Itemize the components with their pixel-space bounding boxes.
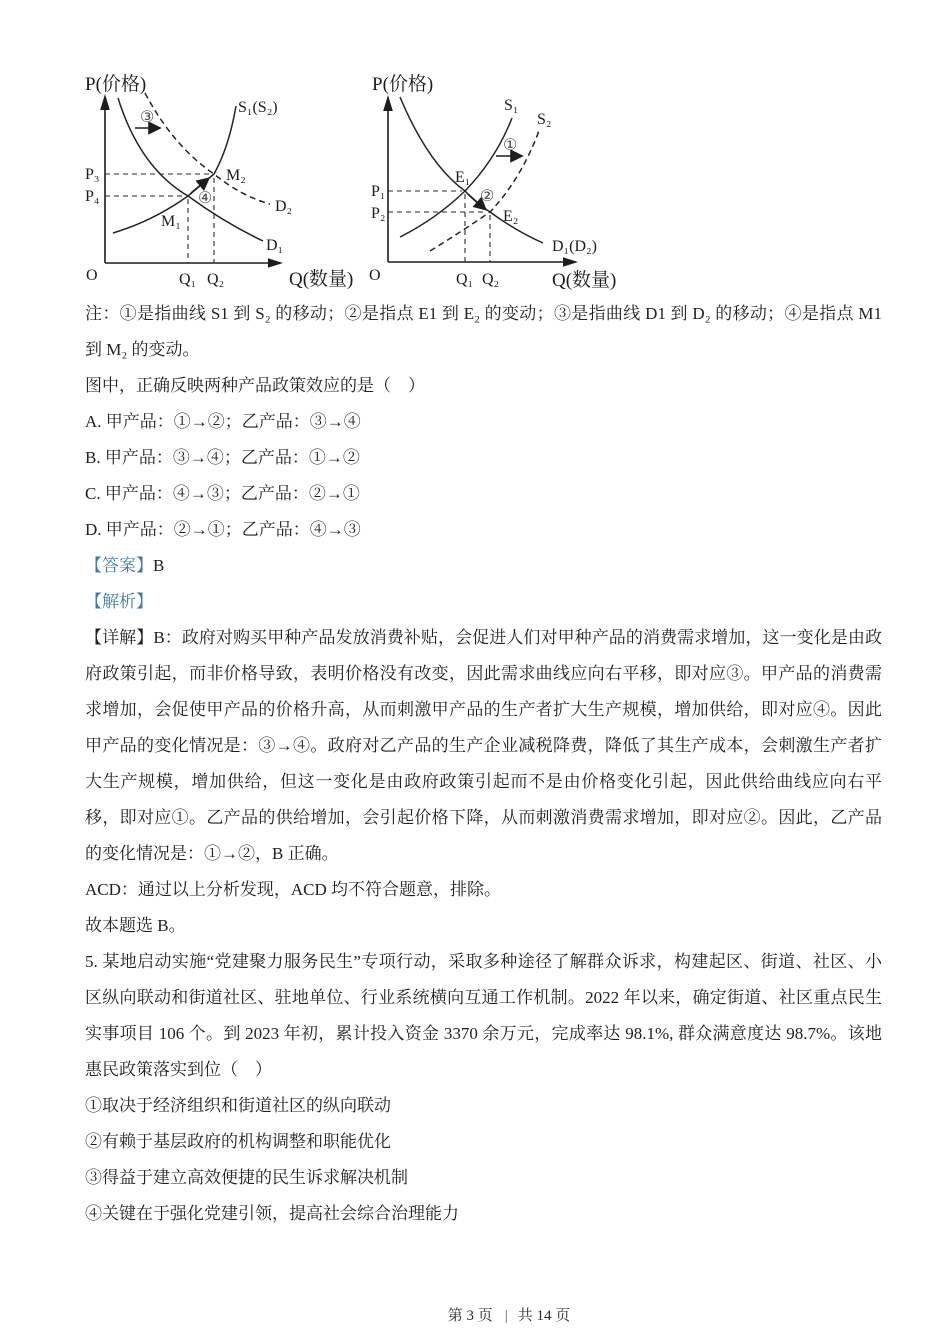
question5-item-3: ③得益于建立高效便捷的民生诉求解决机制 [85,1168,408,1187]
detail-paragraph [85,620,882,872]
question5-item-4: ④关键在于强化党建引领，提高社会综合治理能力 [85,1204,459,1223]
left-d1-label: D₁ [266,237,284,254]
figure-note: 注：①是指曲线 S1 到 S₂ 的移动；②是指点 E1 到 E₂ 的变动；③是指曲线 D1 到 D₂ 的移动；④是指点 M1 到 M₂ 的变动。 [85,304,882,359]
right-e2-label: E₂ [503,208,519,225]
left-q-axis-label: Q(数量) [289,269,354,290]
left-s-label: S₁(S₂) [238,99,278,116]
left-p-axis-label: P(价格) [85,74,147,95]
footer-separator: | [504,1308,508,1324]
current-page: 第 3 页 [447,1308,493,1324]
left-p3-label: P₃ [85,166,100,183]
detail-text: B：政府对购买甲种产品发放消费补贴，会促进人们对甲种产品的消费需求增加，这一变化是由政府政策引起，而非价格导致，表明价格没有改变，因此需求曲线应向右平移，即对应③。甲产品的消费需求增加，会促使甲产品的价格升高，从而刺激甲产品的生产者扩大生产规模，增加供给，即对应④。因此甲产品的变化情况是：③→④。政府对乙产品的生产企业减税降费，降低了其生产成本，会刺激生产者扩大生产规模，增加供给，但这一变化是由政府政策引起而不是由价格变化引起，因此供给曲线应向右平移，即对应①。乙产品的供给增加，会引起价格下降，从而刺激消费需求增加，即对应②。因此，乙产品的变化情况是：①→②，B 正确。 [85,628,883,863]
x-axis-arrowhead [268,258,283,268]
question5-item-2: ②有赖于基层政府的机构调整和职能优化 [85,1132,391,1151]
right-p-axis-label: P(价格) [372,74,434,95]
detail-label: 【详解】 [85,628,154,647]
question5-item-1: ①取决于经济组织和街道社区的纵向联动 [85,1096,391,1115]
x-axis-arrowhead [563,257,578,267]
question4-stem: 图中，正确反映两种产品政策效应的是（ ） [85,376,425,395]
circled-1-marker: ① [503,137,518,154]
option-b: B. 甲产品：③→④；乙产品：①→② [85,448,360,467]
page-number-area [448,1308,571,1324]
right-origin-label: O [369,267,381,284]
left-m2-label: M₂ [226,167,246,184]
left-d2-label: D₂ [275,198,293,215]
supply-demand-figure-right [368,60,638,298]
supply-demand-figure-left [85,60,368,298]
analysis-row [85,584,882,620]
option-c: C. 甲产品：④→③；乙产品：②→① [85,484,360,503]
left-m1-label: M₁ [161,213,181,230]
right-e1-label: E₁ [455,169,471,186]
circled-3-marker: ③ [140,109,155,126]
answer-value: B [153,556,165,575]
option-a: A. 甲产品：①→②；乙产品：③→④ [85,412,361,431]
right-s1-label: S₁ [504,97,519,114]
right-p2-label: P₂ [371,205,386,222]
circled-2-marker: ② [480,188,495,205]
answer-label: 【答案】 [85,556,153,575]
conclusion: 故本题选 B。 [85,916,186,935]
page-footer [0,1302,950,1330]
total-pages: 共 14 页 [517,1308,571,1324]
y-axis-arrowhead [100,94,110,110]
right-d-label: D₁(D₂) [552,238,597,255]
answer-row [85,548,882,584]
option-d: D. 甲产品：②→①；乙产品：④→③ [85,520,361,539]
y-axis-arrowhead [383,95,393,111]
left-p4-label: P₄ [85,188,100,205]
question-content [85,296,882,1232]
right-q1-label: Q₁ [456,271,474,288]
circled-4-marker: ④ [198,190,213,207]
question5-stem: 5. 某地启动实施“党建聚力服务民生”专项行动，采取多种途径了解群众诉求，构建起区、街道、社区、小区纵向联动和街道社区、驻地单位、行业系统横向互通工作机制。2022 年以来，确定街道、社区重点民生实事项目 106 个。到 2023 年初，累计投入资金 3370 余万元，完成率达 98.1%, 群众满意度达 98.7%。该地惠民政策落实到位（ ） [85,952,882,1079]
right-q2-label: Q₂ [482,271,500,288]
right-s2-label: S₂ [537,111,552,128]
right-p1-label: P₁ [371,183,386,200]
right-q-axis-label: Q(数量) [552,270,617,291]
analysis-label: 【解析】 [85,592,153,611]
left-q1-label: Q₁ [179,271,197,288]
acd-note: ACD：通过以上分析发现，ACD 均不符合题意，排除。 [85,880,502,899]
left-origin-label: O [86,267,98,284]
left-q2-label: Q₂ [207,271,225,288]
